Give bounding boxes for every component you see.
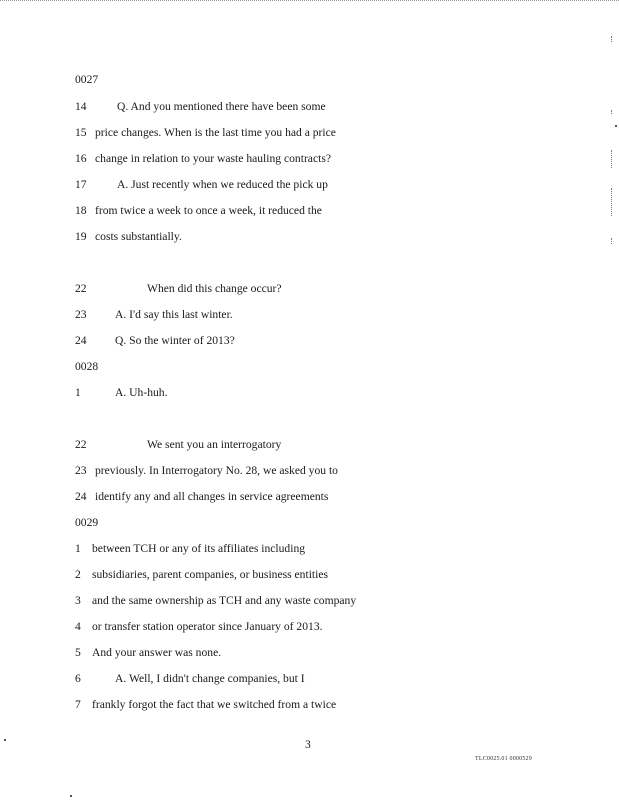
line-text: previously. In Interrogatory No. 28, we asked you to	[95, 464, 338, 477]
line-text: A. Uh-huh.	[115, 386, 168, 399]
line-text: A. I'd say this last winter.	[115, 308, 233, 321]
line-number: 24	[75, 334, 87, 347]
line-text: between TCH or any of its affiliates including	[92, 542, 306, 555]
line-text: costs substantially.	[95, 230, 182, 243]
line-text: identify any and all changes in service agreements	[95, 490, 329, 503]
line-text: Q. So the winter of 2013?	[115, 334, 235, 347]
line-number: 3	[75, 594, 81, 607]
line-number: 6	[75, 672, 81, 685]
line-number: 7	[75, 698, 81, 711]
line-number: 2	[75, 568, 81, 581]
scan-margin-mark	[611, 238, 614, 244]
line-number: 0027	[75, 73, 99, 86]
line-text: subsidiaries, parent companies, or business entities	[92, 568, 329, 581]
line-text: and the same ownership as TCH and any waste company	[92, 594, 357, 607]
scan-speck	[615, 125, 617, 127]
line-number: 23	[75, 464, 87, 477]
line-text: We sent you an interrogatory	[147, 438, 282, 451]
scan-margin-mark	[611, 150, 614, 168]
line-text: Q. And you mentioned there have been some	[117, 100, 326, 113]
line-text: When did this change occur?	[147, 282, 282, 295]
scan-margin-mark	[611, 36, 614, 42]
line-number: 16	[75, 152, 87, 165]
scan-margin-mark	[611, 188, 614, 216]
line-text: from twice a week to once a week, it reduced the	[95, 204, 322, 217]
line-text: And your answer was none.	[92, 646, 222, 659]
line-number: 23	[75, 308, 87, 321]
line-text: A. Just recently when we reduced the pick up	[117, 178, 328, 191]
line-text: A. Well, I didn't change companies, but I	[115, 672, 305, 685]
line-number: 15	[75, 126, 87, 139]
line-number: 1	[75, 386, 81, 399]
line-number: 22	[75, 282, 87, 295]
scan-speck	[70, 795, 72, 797]
line-number: 17	[75, 178, 87, 191]
line-number: 18	[75, 204, 87, 217]
line-text: frankly forgot the fact that we switched from a twice	[92, 698, 337, 711]
line-text: change in relation to your waste hauling contracts?	[95, 152, 331, 165]
line-number: 5	[75, 646, 81, 659]
line-number: 0028	[75, 360, 99, 373]
line-number: 24	[75, 490, 87, 503]
line-number: 22	[75, 438, 87, 451]
bates-number: TLC0025.01 0000529	[475, 756, 532, 762]
line-number: 4	[75, 620, 81, 633]
line-number: 19	[75, 230, 87, 243]
page-number: 3	[305, 738, 311, 751]
line-number: 0029	[75, 516, 99, 529]
scan-margin-mark	[611, 110, 614, 114]
scan-top-edge	[0, 0, 619, 9]
line-text: price changes. When is the last time you had a price	[95, 126, 336, 139]
line-number: 1	[75, 542, 81, 555]
scan-speck	[4, 739, 6, 741]
line-number: 14	[75, 100, 87, 113]
line-text: or transfer station operator since January of 2013.	[92, 620, 323, 633]
